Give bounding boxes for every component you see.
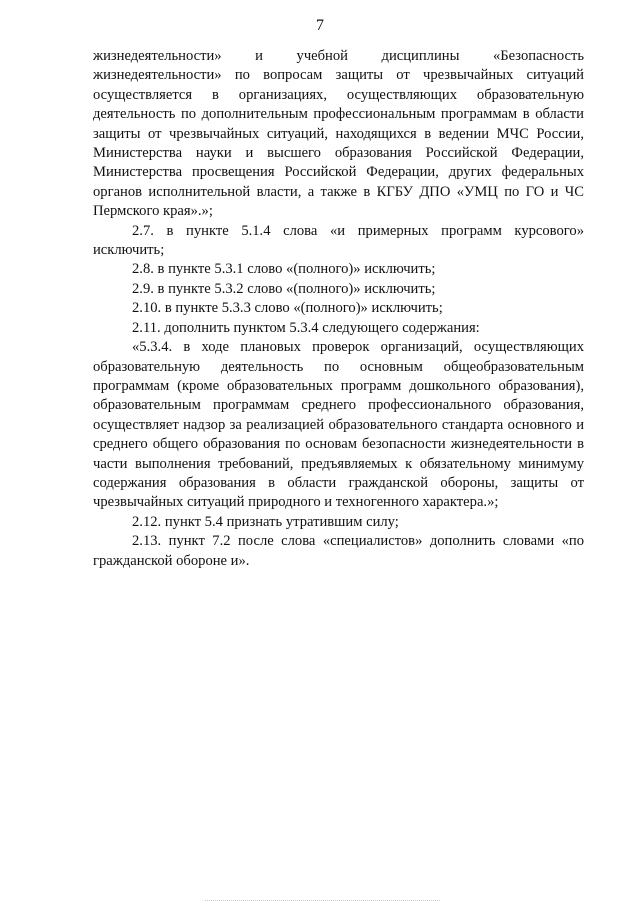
paragraph-item-2-9: 2.9. в пункте 5.3.2 слово «(полного)» исключить;	[132, 280, 436, 297]
paragraph-item-2-13: 2.13. пункт 7.2 после слова «специалистов» дополнить словами «по гражданской обороне и».	[93, 533, 584, 569]
paragraph-item-2-7: 2.7. в пункте 5.1.4 слова «и примерных программ курсового» исключить;	[93, 222, 584, 259]
paragraph-item-2-8: 2.8. в пункте 5.3.1 слово «(полного)» исключить;	[132, 261, 436, 278]
continuation-paragraph: жизнедеятельности» и учебной дисциплины «Безопасность жизнедеятельности» по вопросам защиты от чрезвычайных ситуаций осуществляется в организациях, осуществляющих образовательную деятельность по дополнительным профессиональным программам в области защиты от чрезвычайных ситуаций, находящихся в ведении МЧС России, Министерства науки и высшего образования Российской Федерации, Министерства просвещения Российской Федерации, других федеральных органов исполнительной власти, а также в КГБУ ДПО «УМЦ по ГО и ЧС Пермского края».»;	[93, 48, 584, 220]
paragraph-item-5-3-4: «5.3.4. в ходе плановых проверок организаций, осуществляющих образовательную деятельность по основным общеобразовательным программам (кроме образовательных программ дошкольного образования), образовательным программам среднего профессионального образования, осуществляет надзор за реализацией образовательного стандарта основного и среднего общего образования по основам безопасности жизнедеятельности в части выполнения требований, предъявляемых к обязательному минимуму содержания образования в области гражданской обороны, защиты от чрезвычайных ситуаций природного и техногенного характера.»;	[93, 339, 584, 511]
paragraph-item-2-11: 2.11. дополнить пунктом 5.3.4 следующего содержания:	[132, 319, 480, 336]
scan-edge-mark	[205, 900, 440, 903]
paragraph-item-2-12: 2.12. пункт 5.4 признать утратившим силу;	[132, 513, 399, 530]
paragraph-item-2-10: 2.10. в пункте 5.3.3 слово «(полного)» исключить;	[132, 300, 443, 317]
document-body	[93, 47, 584, 571]
page-number: 7	[316, 17, 324, 34]
